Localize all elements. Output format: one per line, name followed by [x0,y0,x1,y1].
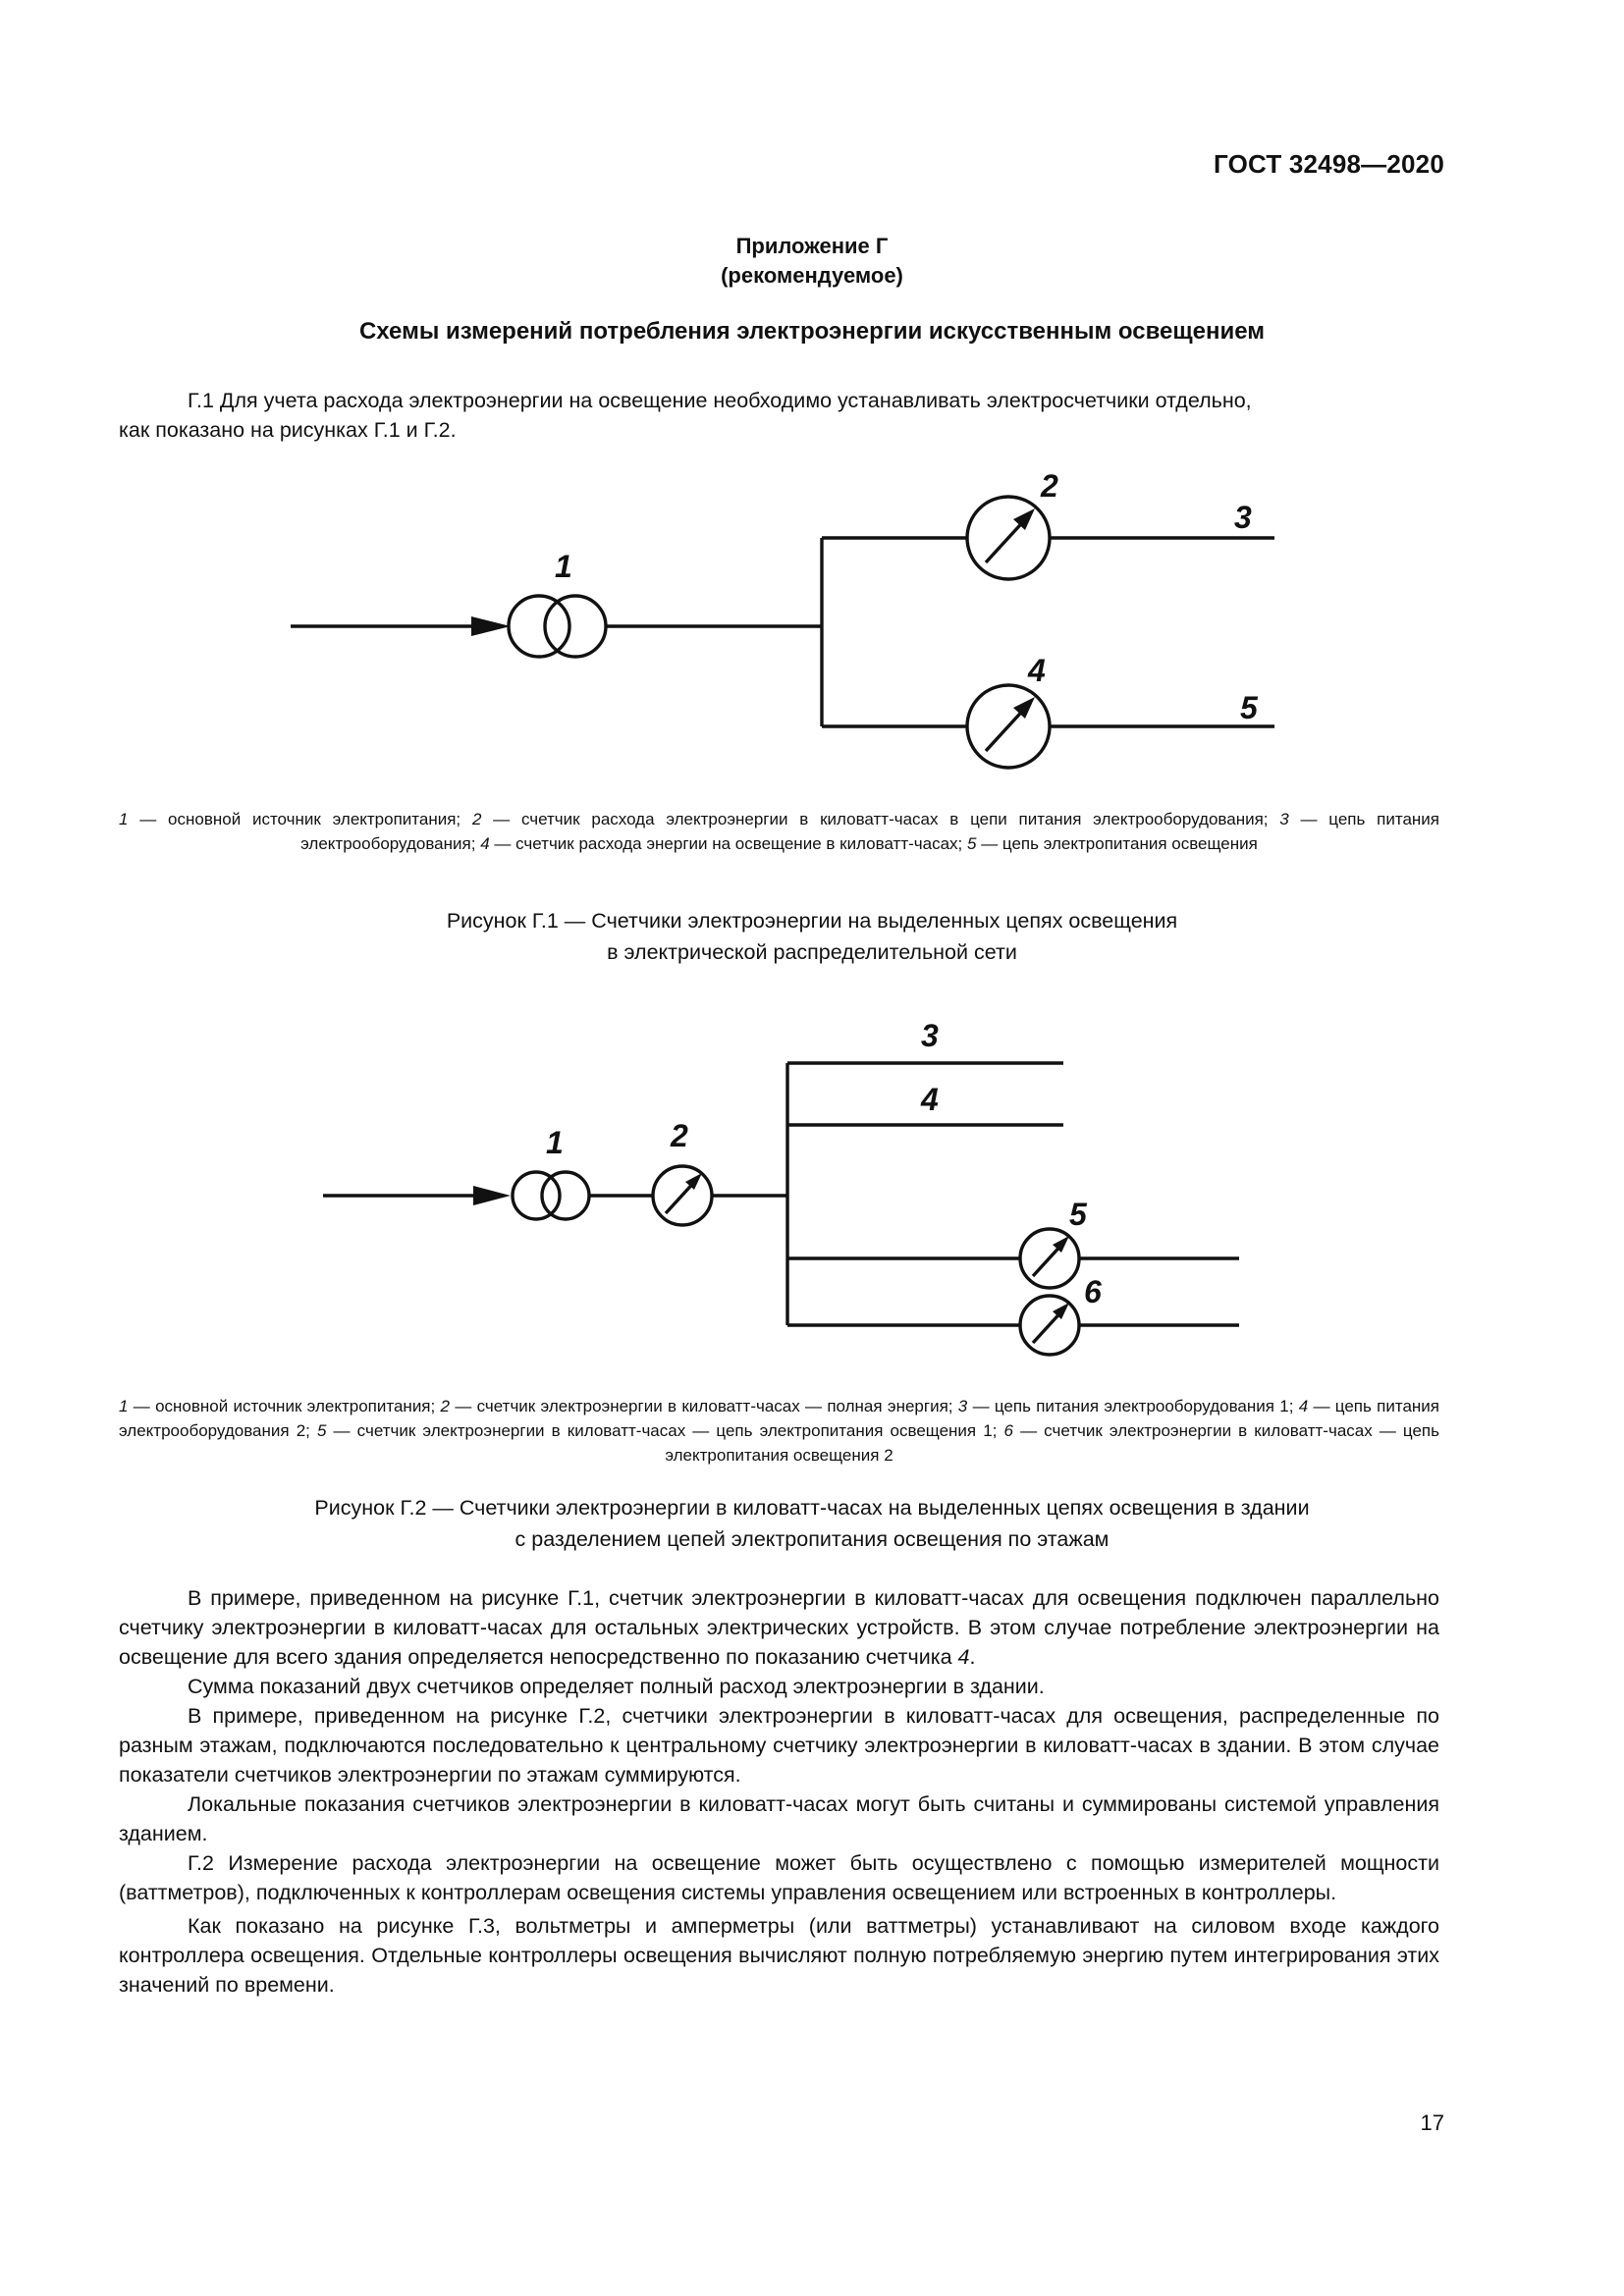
fig2-source-symbol [513,1172,589,1219]
fig2-label-6: 6 [1084,1274,1102,1309]
fig2-caption-line-2: с разделением цепей электропитания освещения по этажам [514,1527,1110,1551]
figure-1-caption [0,905,1624,968]
body-text [119,1583,1439,2000]
intro-line-1: Г.1 Для учета расхода электроэнергии на освещение необходимо устанавливать электросчетчики отдельно, [188,389,1252,412]
body-paragraph-6: Как показано на рисунке Г.3, вольтметры и амперметры (или ваттметры) устанавливают на силовом входе каждого контроллера освещения. Отдельные контроллеры освещения вычисляют полную потребляемую энергию путем интегрирования этих значений по времени. [119,1914,1439,1997]
fig1-legend-num-5: 5 [967,834,977,853]
fig2-legend-num-3: 3 [957,1397,968,1415]
fig2-meter-2 [653,1166,712,1225]
fig2-legend-text-2: — счетчик электроэнергии в киловатт-часах — полная энергия; [450,1397,958,1415]
fig1-input-arrow [291,616,511,636]
fig2-legend-text-4: — цепь питания электрооборудования 2; [119,1397,1439,1440]
fig2-label-5: 5 [1069,1197,1087,1232]
fig1-legend-num-3: 3 [1279,810,1289,828]
appendix-title: Приложение Г [735,234,889,258]
fig2-meter-5 [1020,1229,1079,1288]
fig2-caption-line-1: Рисунок Г.2 — Счетчики электроэнергии в киловатт-часах на выделенных цепях освещения в здании [314,1496,1310,1520]
fig2-legend-num-6: 6 [1003,1421,1013,1440]
body-p1-text: В примере, приведенном на рисунке Г.1, счетчик электроэнергии в киловатт-часах для освещения подключен параллельно счетчику электроэнергии в киловатт-часах для остальных электрических устройств. В этом случае потребление электроэнергии на освещение для всего здания определяется непосредственно по показанию счетчика [119,1586,1439,1669]
figure-2-legend [119,1394,1439,1468]
fig1-legend-num-2: 2 [471,810,482,828]
fig1-legend-text-5: — цепь электропитания освещения [976,834,1258,853]
fig2-legend-text-5: — счетчик электроэнергии в киловатт-часах — цепь электропитания освещения 1; [326,1421,1004,1440]
fig2-legend-text-1: — основной источник электропитания; [128,1397,441,1415]
fig1-legend-num-1: 1 [119,810,129,828]
section-title: Схемы измерений потребления электроэнергии искусственным освещением [358,318,1266,345]
fig2-legend-num-4: 4 [1298,1397,1309,1415]
fig2-legend-text-6: — счетчик электроэнергии в киловатт-часах — цепь электропитания освещения 2 [665,1421,1439,1465]
fig1-label-5: 5 [1240,690,1258,725]
body-paragraph-4: Локальные показания счетчиков электроэнергии в киловатт-часах могут быть считаны и суммированы системой управления зданием. [119,1792,1439,1845]
figure-2-caption [0,1492,1624,1555]
fig1-label-3: 3 [1234,500,1252,535]
intro-paragraph [119,386,1439,445]
figure-1-legend [119,807,1439,856]
fig2-legend-num-1: 1 [119,1397,129,1415]
fig2-label-4: 4 [921,1082,939,1117]
body-p1-end: . [969,1645,976,1669]
body-paragraph-3: В примере, приведенном на рисунке Г.2, счетчики электроэнергии в киловатт-часах для освещения, распределенные по разным этажам, подключаются последовательно к центральному счетчику электроэнергии в киловатт-часах в здании. В этом случае показатели счетчиков электроэнергии по этажам суммируются. [119,1704,1439,1787]
fig2-label-2: 2 [671,1118,688,1153]
fig1-legend-text-3: — цепь питания электрооборудования; [300,810,1439,853]
fig1-label-4: 4 [1028,653,1046,688]
fig1-caption-line-1: Рисунок Г.1 — Счетчики электроэнергии на выделенных цепях освещения [446,909,1178,933]
fig1-legend-num-4: 4 [480,834,490,853]
fig2-label-1: 1 [546,1125,564,1160]
fig1-legend-text-1: — основной источник электропитания; [128,810,472,828]
fig1-label-2: 2 [1041,468,1058,504]
fig1-legend-text-4: — счетчик расхода энергии на освещение в киловатт-часах; [489,834,967,853]
fig1-legend-text-2: — счетчик расхода электроэнергии в киловатт-часах в цепи питания электрооборудования; [481,810,1280,828]
fig1-caption-line-2: в электрической распределительной сети [607,940,1017,964]
body-paragraph-1 [119,1583,1439,1672]
fig2-legend-num-2: 2 [440,1397,451,1415]
fig1-label-1: 1 [555,549,572,584]
fig2-legend-num-5: 5 [316,1421,327,1440]
page-number: 17 [1420,2110,1444,2135]
fig1-source-symbol [509,596,606,657]
body-p1-meter-ref: 4 [957,1645,970,1669]
fig2-meter-6 [1020,1296,1079,1355]
fig2-input-arrow [323,1186,511,1205]
appendix-status: (рекомендуемое) [721,263,903,288]
body-paragraph-5: Г.2 Измерение расхода электроэнергии на освещение может быть осуществлено с помощью измерителей мощности (ваттметров), подключенных к контроллерам освещения системы управления освещением или встроенных в контроллеры. [119,1851,1439,1904]
standard-number: ГОСТ 32498—2020 [1214,149,1444,179]
fig1-meter-2 [967,497,1050,579]
intro-line-2: как показано на рисунках Г.1 и Г.2. [119,418,457,442]
appendix-heading [0,232,1624,291]
fig2-label-3: 3 [921,1018,939,1053]
body-paragraph-2: Сумма показаний двух счетчиков определяет полный расход электроэнергии в здании. [188,1675,1045,1698]
fig1-meter-4 [967,685,1050,768]
fig2-legend-text-3: — цепь питания электрооборудования 1; [967,1397,1299,1415]
